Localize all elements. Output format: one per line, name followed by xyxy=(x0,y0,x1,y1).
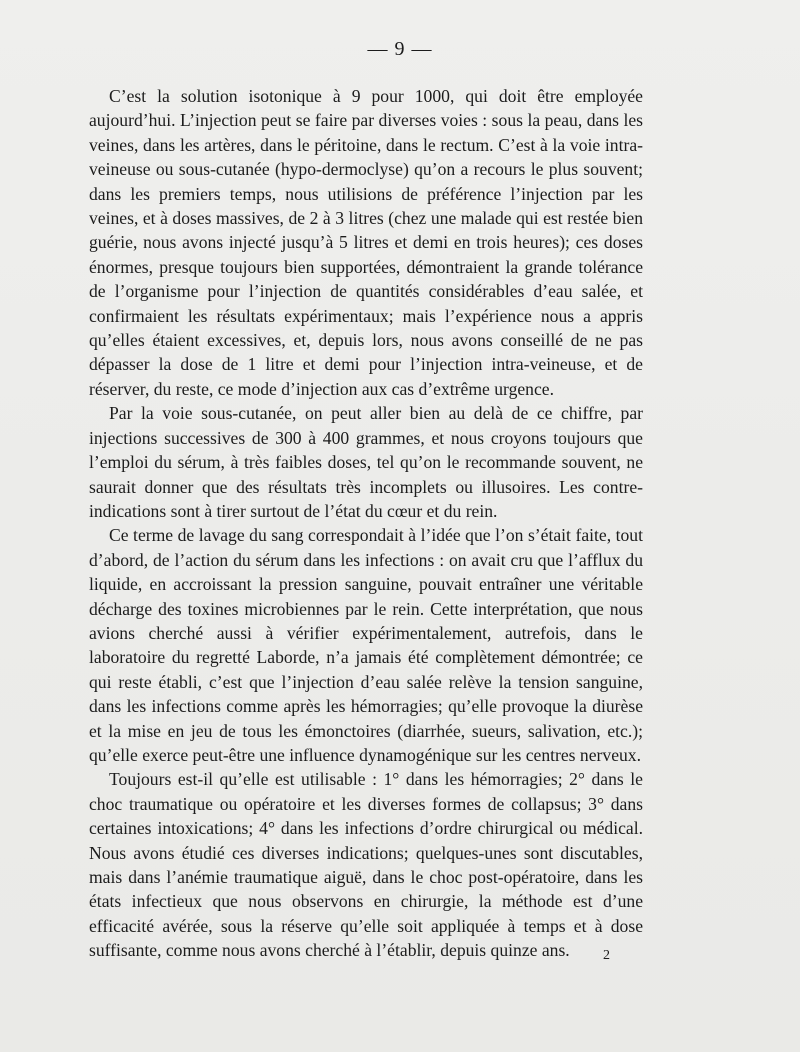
paragraph-3: Ce terme de lavage du sang correspondait à l’idée que l’on s’était faite, tout d’abord, de l’action du sérum dans les infections : on avait cru que l’afflux du liquide, en accroissant la pression sanguine, pouvait entraîner une véritable décharge des toxines microbiennes par le rein. Cette interprétation, que nous avions cherché aussi à vérifier expérimentalement, autrefois, dans le laboratoire du regretté Laborde, n’a jamais été complètement démontrée; ce qui reste établi, c’est que l’injection d’eau salée relève la tension sanguine, dans les infections comme après les hémorragies; qu’elle provoque la diurèse et la mise en jeu de tous les émonctoires (diarrhée, sueurs, salivation, etc.); qu’elle exerce peut-être une influence dynamogénique sur les centres nerveux. xyxy=(89,525,643,765)
paragraph-2: Par la voie sous-cutanée, on peut aller bien au delà de ce chiffre, par injections successives de 300 à 400 grammes, et nous croyons toujours que l’emploi du sérum, à très faibles doses, tel qu’on le recommande souvent, ne saurait donner que des résultats très incomplets ou illusoires. Les contre-indications sont à tirer surtout de l’état du cœur et du rein. xyxy=(89,403,643,521)
page-number-top: — 9 — xyxy=(367,38,433,60)
paragraph-1: C’est la solution isotonique à 9 pour 1000, qui doit être employée aujourd’hui. L’injection peut se faire par diverses voies : sous la peau, dans les veines, dans les artères, dans le péritoine, dans le rectum. C’est à la voie intra-veineuse ou sous-cutanée (hypo-dermoclyse) qu’on a recours le plus souvent; dans les premiers temps, nous utilisions de préférence l’injection par les veines, et à doses massives, de 2 à 3 litres (chez une malade qui est restée bien guérie, nous avons injecté jusqu’à 5 litres et demi en trois heures); ces doses énormes, presque toujours bien supportées, démontraient la grande tolérance de l’organisme pour l’injection de quantités considérables d’eau salée, et confirmaient les résultats expérimentaux; mais l’expérience nous a appris qu’elles étaient excessives, et, depuis lors, nous avons conseillé de ne pas dépasser la dose de 1 litre et demi pour l’injection intra-veineuse, et de réserver, du reste, ce mode d’injection aux cas d’extrême urgence. xyxy=(89,86,643,399)
paragraph-4: Toujours est-il qu’elle est utilisable : 1° dans les hémorragies; 2° dans le choc traumatique ou opératoire et les diverses formes de collapsus; 3° dans certaines intoxications; 4° dans les infections d’ordre chirurgical ou médical. Nous avons étudié ces diverses indications; quelques-unes sont discutables, mais dans l’anémie traumatique aiguë, dans le choc post-opératoire, dans les états infectieux que nous observons en chirurgie, la méthode est d’une efficacité avérée, sous la réserve qu’elle soit appliquée à temps et à dose suffisante, comme nous avons cherché à l’établir, depuis quinze ans. xyxy=(89,769,643,961)
body-text xyxy=(89,84,643,963)
signature-mark: 2 xyxy=(603,948,610,963)
